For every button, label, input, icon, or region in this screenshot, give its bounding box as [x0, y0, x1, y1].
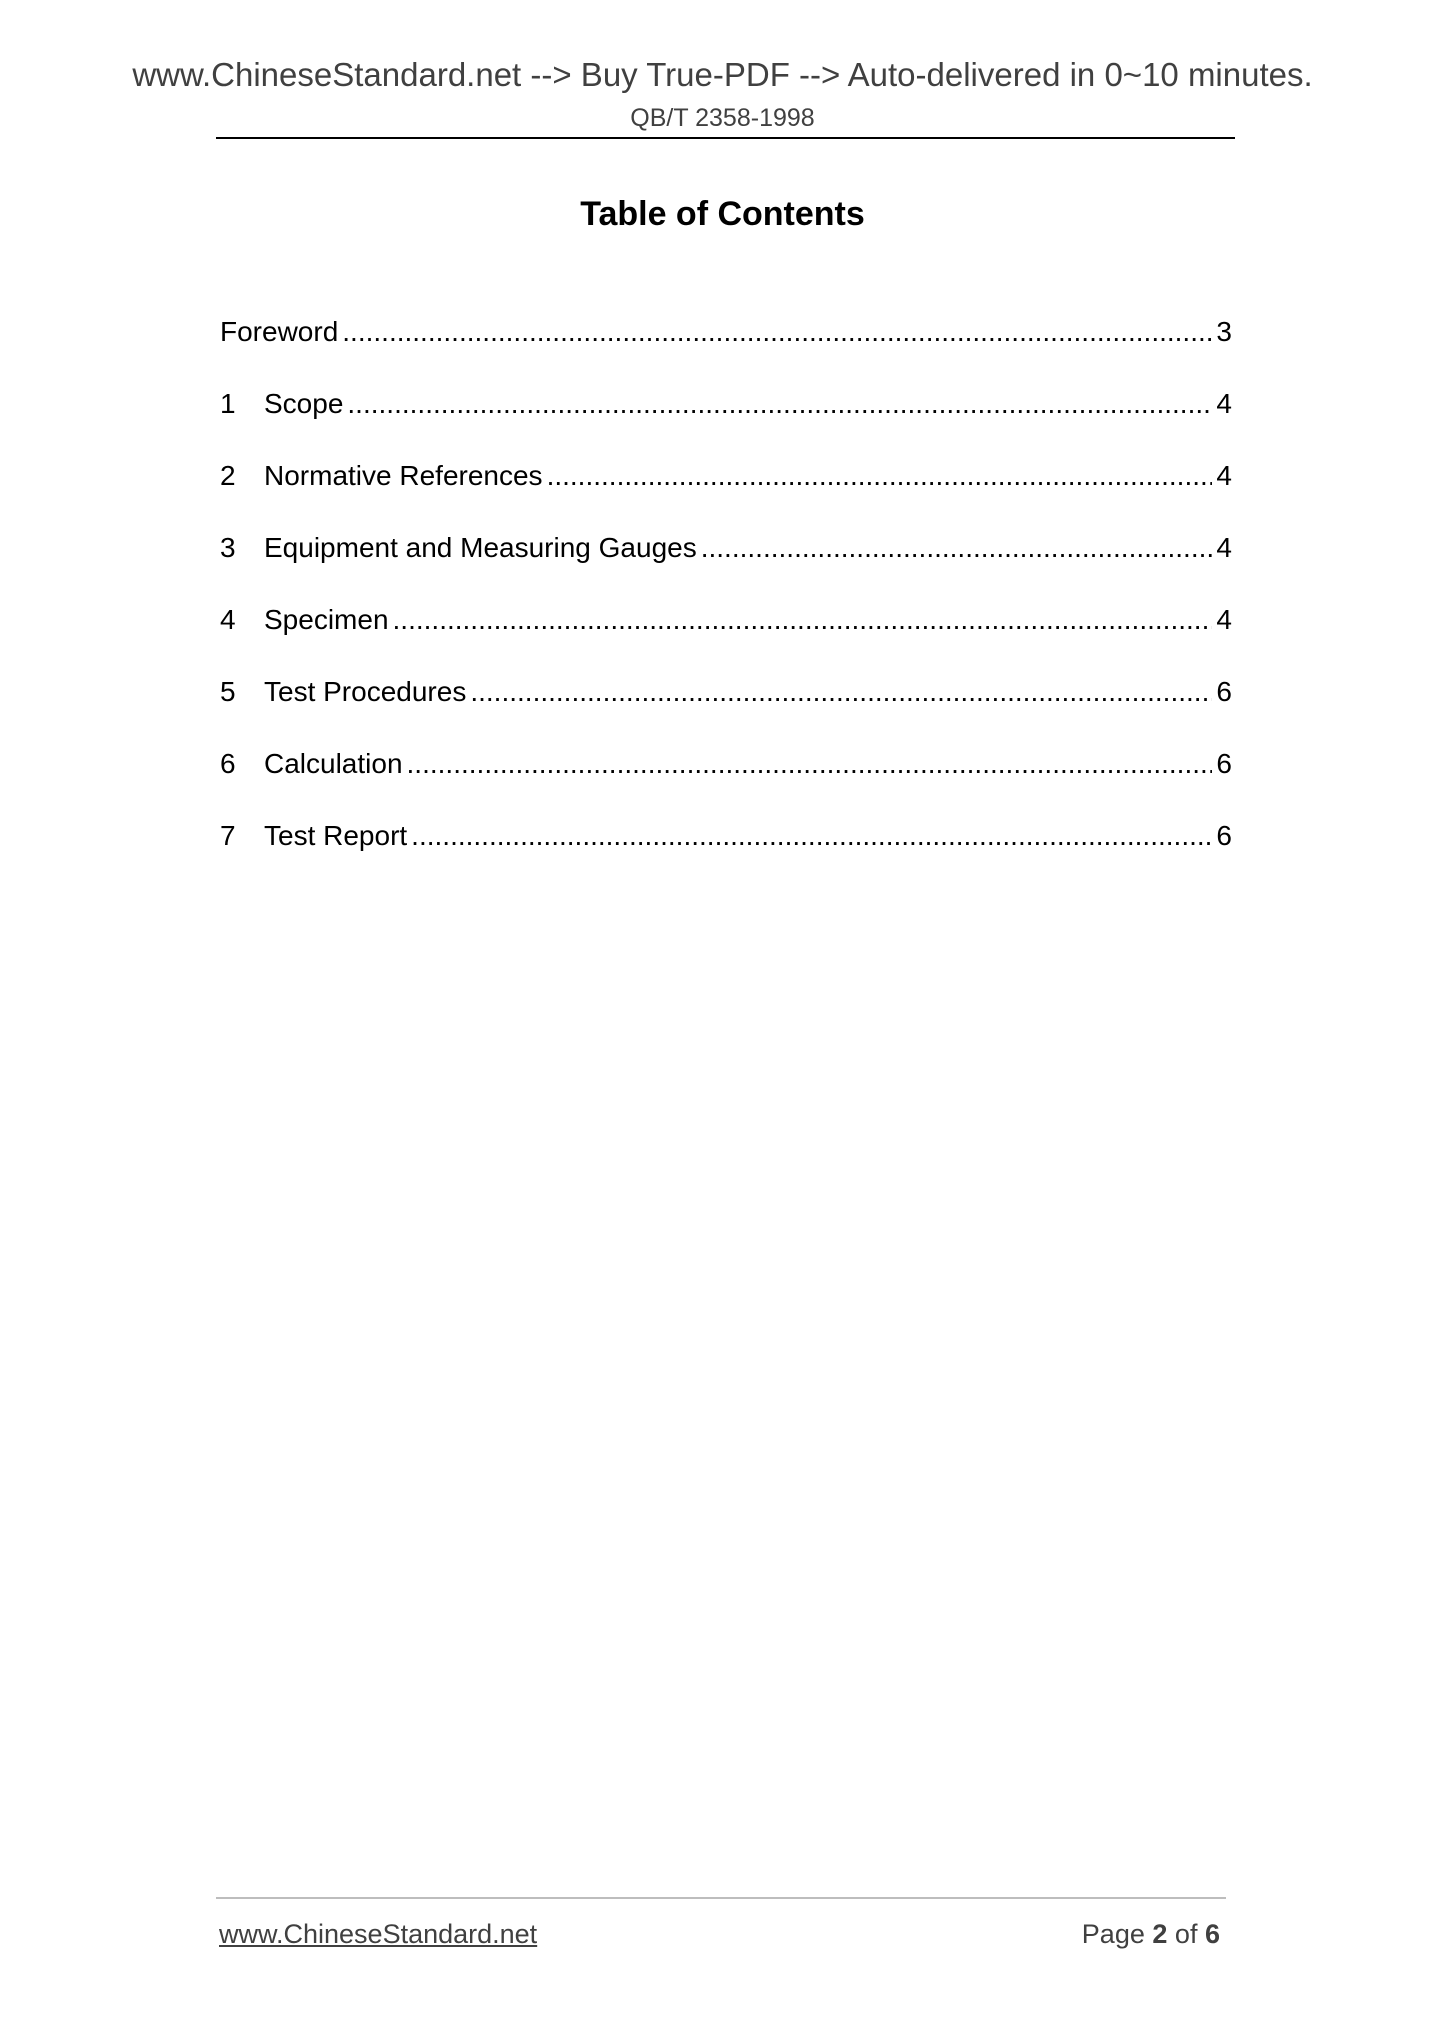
page-of: of: [1174, 1919, 1198, 1949]
toc-entry-number: 4: [220, 604, 236, 635]
toc-entry-label: Normative References: [264, 460, 543, 491]
toc-entry-scope[interactable]: [220, 384, 1232, 456]
toc-entry-specimen[interactable]: [220, 600, 1232, 672]
toc-entry-label: Equipment and Measuring Gauges: [264, 532, 697, 563]
toc-entry-page: 4: [1216, 388, 1232, 419]
standard-code: QB/T 2358-1998: [630, 104, 815, 132]
toc-entry-label: Test Procedures: [264, 676, 467, 707]
toc-entry-number: 5: [220, 676, 236, 707]
footer-website-link[interactable]: www.ChineseStandard.net: [219, 1919, 538, 1949]
toc-entry-label: Specimen: [264, 604, 389, 635]
header-banner: www.ChineseStandard.net --> Buy True-PDF --> Auto-delivered in 0~10 minutes.: [132, 56, 1313, 93]
toc-title: Table of Contents: [580, 195, 865, 233]
toc-entry-number: 3: [220, 532, 236, 563]
page-total: 6: [1204, 1919, 1220, 1949]
toc-leader-dots: [547, 456, 1213, 496]
toc-entry-number: 2: [220, 460, 236, 491]
toc-entry-foreword[interactable]: [220, 312, 1232, 384]
toc-entry-calculation[interactable]: [220, 744, 1232, 816]
toc-entry-page: 6: [1216, 748, 1232, 779]
toc-entry-page: 4: [1216, 604, 1232, 635]
toc-list: [220, 312, 1232, 888]
footer-page-number: [1082, 1917, 1220, 1951]
toc-entry-page: 6: [1216, 676, 1232, 707]
toc-entry-test-report[interactable]: [220, 816, 1232, 888]
toc-leader-dots: [393, 600, 1213, 640]
page-prefix: Page: [1081, 1919, 1145, 1949]
toc-leader-dots: [470, 672, 1212, 712]
toc-entry-label: Calculation: [264, 748, 403, 779]
page-current: 2: [1152, 1919, 1168, 1949]
toc-entry-number: 6: [220, 748, 236, 779]
toc-leader-dots: [407, 744, 1213, 784]
toc-leader-dots: [342, 312, 1212, 352]
toc-entry-number: 7: [220, 820, 236, 851]
toc-entry-number: 1: [220, 388, 236, 419]
toc-entry-normative-references[interactable]: [220, 456, 1232, 528]
header-divider: [216, 137, 1235, 139]
toc-entry-label: Scope: [264, 388, 344, 419]
toc-leader-dots: [411, 816, 1212, 856]
toc-entry-page: 4: [1216, 460, 1232, 491]
toc-leader-dots: [347, 384, 1212, 424]
toc-entry-test-procedures[interactable]: [220, 672, 1232, 744]
toc-entry-label: Foreword: [220, 316, 339, 347]
toc-entry-page: 6: [1216, 820, 1232, 851]
toc-entry-page: 3: [1216, 316, 1232, 347]
toc-leader-dots: [701, 528, 1213, 568]
toc-entry-equipment[interactable]: [220, 528, 1232, 600]
footer-divider: [216, 1897, 1226, 1899]
toc-entry-label: Test Report: [264, 820, 408, 851]
toc-entry-page: 4: [1216, 532, 1232, 563]
